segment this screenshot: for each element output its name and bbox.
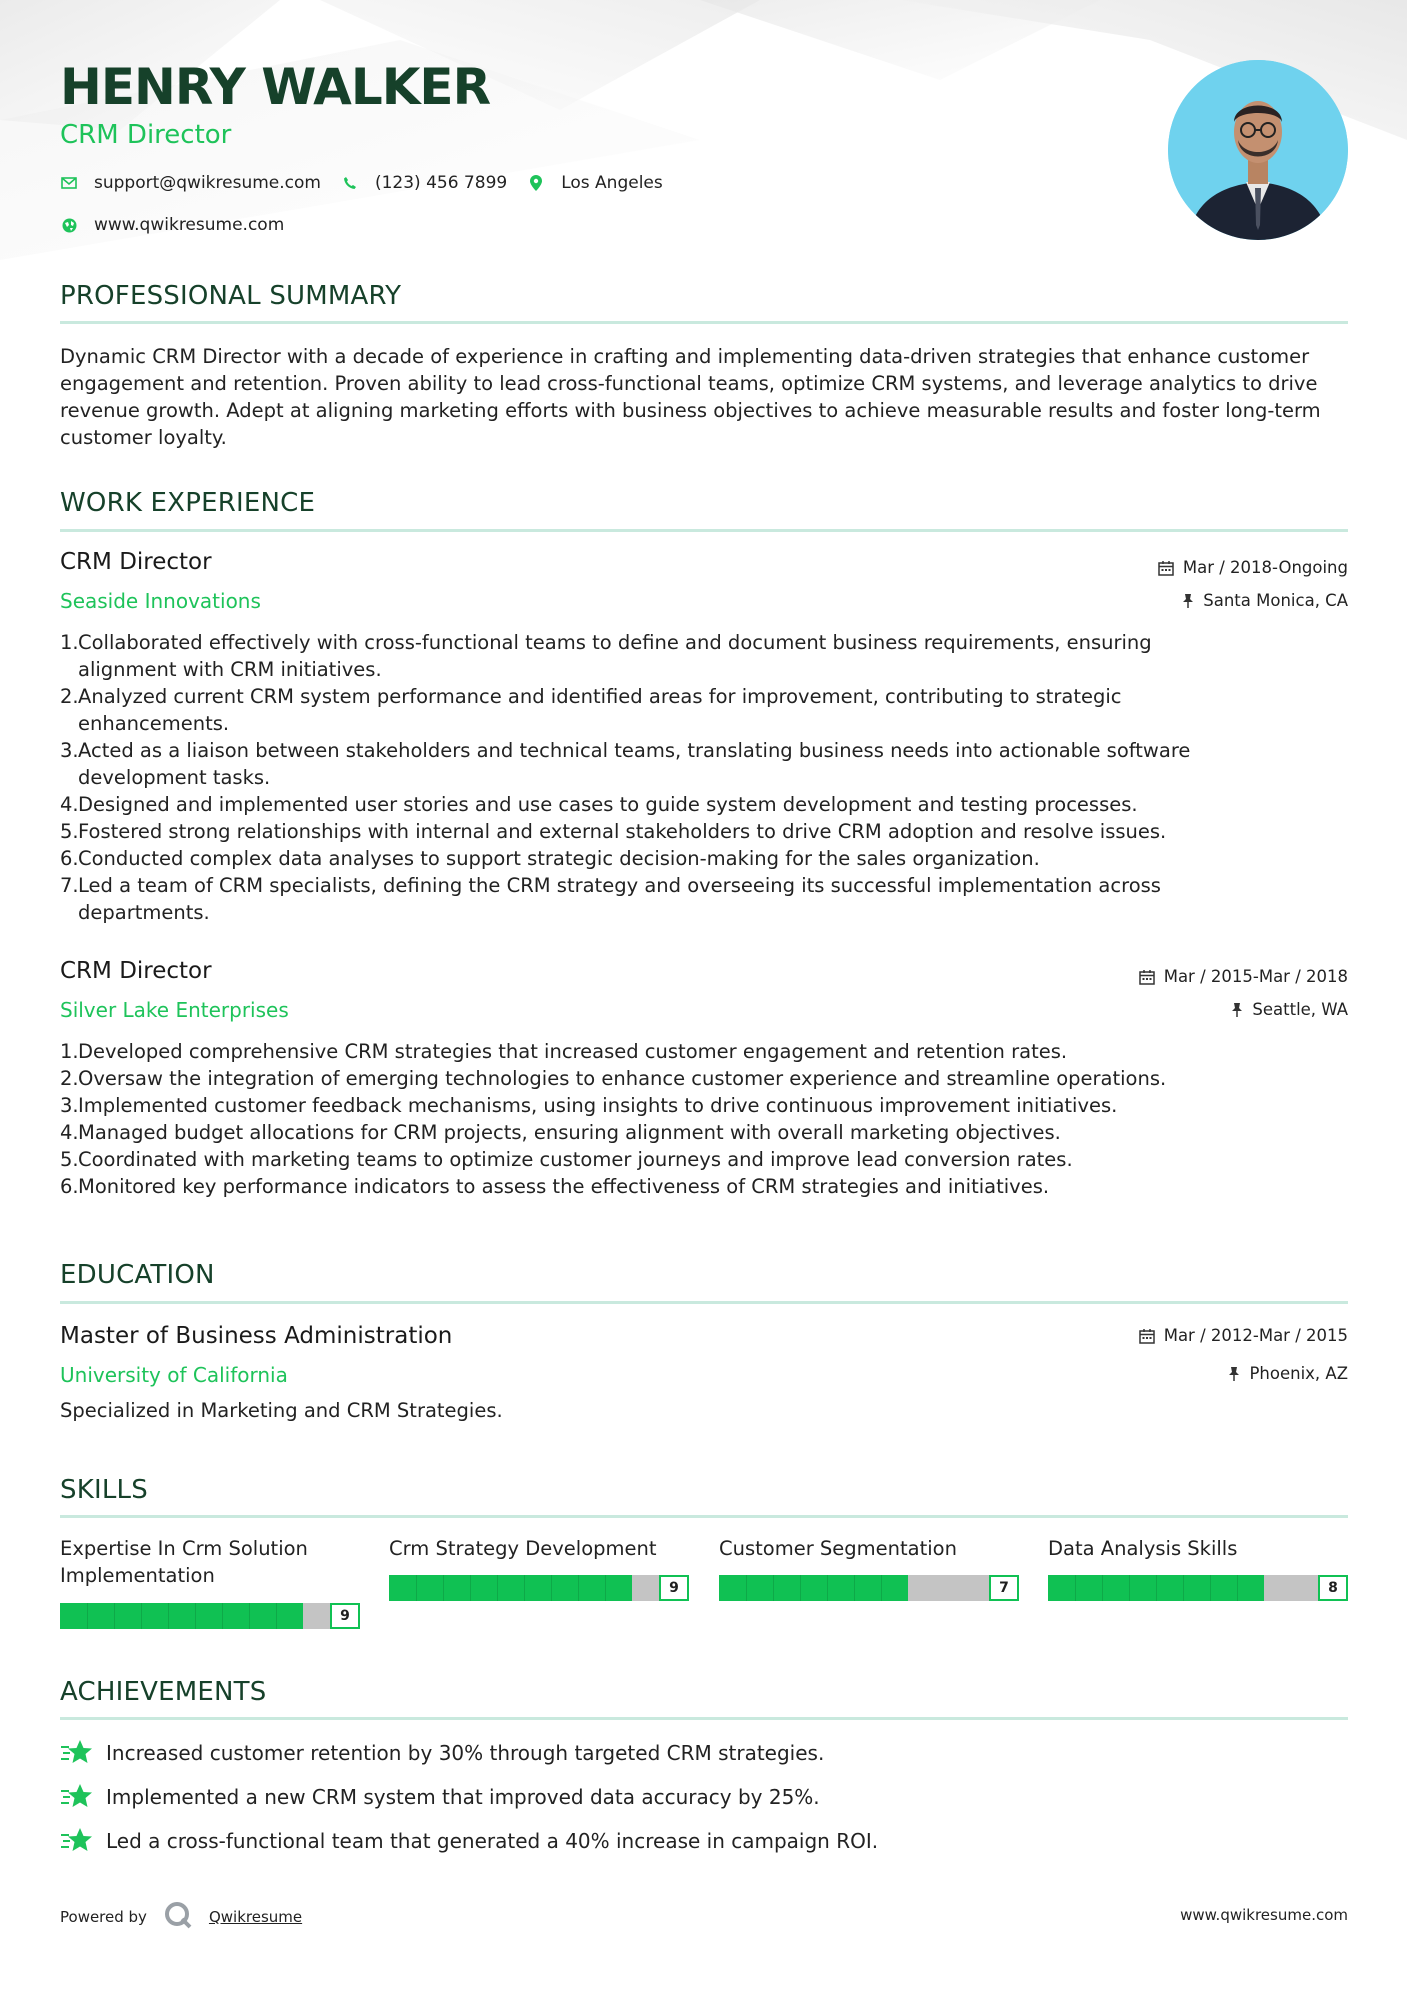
calendar-icon xyxy=(1139,1328,1155,1344)
phone-icon xyxy=(341,174,359,192)
skill-bar-track xyxy=(719,1575,1019,1601)
list-item: 3. Acted as a liaison between stakeholders and technical teams, translating business needs into actionable software development tasks. xyxy=(60,739,1191,789)
skill-bar-segment xyxy=(168,1603,169,1629)
job-company: Seaside Innovations xyxy=(60,589,261,613)
skill-name: Data Analysis Skills xyxy=(1048,1537,1238,1560)
powered-by-label: Powered by xyxy=(60,1908,147,1926)
globe-icon xyxy=(60,216,78,234)
skill-bar xyxy=(389,1573,689,1601)
skill-score: 8 xyxy=(1318,1575,1348,1601)
list-item: 6. Monitored key performance indicators to assess the effectiveness of CRM strategies and initiatives. xyxy=(60,1175,1050,1198)
star-icon xyxy=(60,1782,94,1812)
skill-bar-segment xyxy=(854,1575,855,1601)
job-location-text: Santa Monica, CA xyxy=(1203,591,1348,610)
skill-score: 7 xyxy=(989,1575,1019,1601)
skill-bar-segment xyxy=(800,1575,801,1601)
skill-bar-fill xyxy=(60,1603,303,1629)
skill-bar-segment xyxy=(551,1575,552,1601)
skill-bar-track xyxy=(389,1575,689,1601)
job-1-bullets xyxy=(60,629,1300,926)
achievement-item xyxy=(60,1738,824,1768)
skill-bar-segment xyxy=(416,1575,417,1601)
pushpin-icon xyxy=(1182,593,1194,609)
qwikresume-logo-icon xyxy=(163,1900,193,1934)
school-name: University of California xyxy=(60,1363,288,1387)
list-item: 2. Oversaw the integration of emerging technologies to enhance customer experience and streamline operations. xyxy=(60,1067,1167,1090)
skill-bar-fill xyxy=(719,1575,908,1601)
education-location-text: Phoenix, AZ xyxy=(1249,1364,1348,1383)
job-dates-text: Mar / 2015-Mar / 2018 xyxy=(1163,967,1348,986)
skill-bar-track xyxy=(60,1603,360,1629)
degree-title: Master of Business Administration xyxy=(60,1323,453,1349)
footer-powered xyxy=(60,1900,302,1934)
calendar-icon xyxy=(1139,969,1155,985)
skill-bar-fill xyxy=(389,1575,632,1601)
job-location xyxy=(1231,1000,1348,1019)
skill-bar-segment xyxy=(114,1603,115,1629)
skill-bar-segment xyxy=(1075,1575,1076,1601)
skill-bar-segment xyxy=(497,1575,498,1601)
calendar-icon xyxy=(1158,560,1174,576)
list-item: 2. Analyzed current CRM system performance and identified areas for improvement, contributing to strategic enhancements. xyxy=(60,685,1122,735)
job-dates xyxy=(1139,967,1348,986)
candidate-role: CRM Director xyxy=(60,120,232,150)
summary-text: Dynamic CRM Director with a decade of experience in crafting and implementing data-driven strategies that enhance customer engagement and retention. Proven ability to lead cross-functional teams, optimize CRM systems, and leverage analytics to drive revenue growth. Adept at aligning marketing efforts with business objectives to achieve measurable results and foster long-term customer loyalty. xyxy=(60,345,1321,449)
phone-text: (123) 456 7899 xyxy=(374,173,508,193)
skill-bar-segment xyxy=(87,1603,88,1629)
skill-bar xyxy=(719,1573,1019,1601)
achievements-divider xyxy=(60,1717,1348,1720)
contact-row-2 xyxy=(60,215,304,235)
education-dates xyxy=(1139,1326,1348,1345)
skill-bar-segment xyxy=(1210,1575,1211,1601)
skill-score: 9 xyxy=(330,1603,360,1629)
pushpin-icon xyxy=(1228,1366,1240,1382)
education-location xyxy=(1228,1364,1348,1383)
envelope-icon xyxy=(60,174,78,192)
email-text: support@qwikresume.com xyxy=(94,173,321,193)
skill-bar-segment xyxy=(881,1575,882,1601)
job-company: Silver Lake Enterprises xyxy=(60,998,289,1022)
contact-phone[interactable] xyxy=(341,173,507,193)
location-text: Los Angeles xyxy=(561,173,663,193)
education-heading: EDUCATION xyxy=(60,1260,215,1290)
contact-row xyxy=(60,173,683,193)
website-text: www.qwikresume.com xyxy=(94,215,285,235)
skill-score: 9 xyxy=(659,1575,689,1601)
skill-name: Crm Strategy Development xyxy=(389,1537,657,1560)
skill-item xyxy=(719,1535,1019,1596)
achievement-item xyxy=(60,1826,878,1856)
skill-bar-segment xyxy=(1156,1575,1157,1601)
summary-heading: PROFESSIONAL SUMMARY xyxy=(60,281,402,311)
star-icon xyxy=(60,1826,94,1856)
education-divider xyxy=(60,1301,1348,1304)
skill-bar-segment xyxy=(222,1603,223,1629)
star-icon xyxy=(60,1738,94,1768)
experience-heading: WORK EXPERIENCE xyxy=(60,488,316,518)
list-item: 1. Developed comprehensive CRM strategies that increased customer engagement and retention rates. xyxy=(60,1040,1068,1063)
map-pin-icon xyxy=(527,174,545,192)
job-location xyxy=(1182,591,1348,610)
skill-bar-segment xyxy=(195,1603,196,1629)
skill-bar-segment xyxy=(827,1575,828,1601)
list-item: 6. Conducted complex data analyses to support strategic decision-making for the sales organization. xyxy=(60,847,1040,870)
list-item: 5. Fostered strong relationships with internal and external stakeholders to drive CRM adoption and resolve issues. xyxy=(60,820,1167,843)
contact-location xyxy=(527,173,663,193)
skill-bar-segment xyxy=(470,1575,471,1601)
skill-name: Expertise In Crm Solution Implementation xyxy=(60,1537,308,1587)
skill-bar-segment xyxy=(524,1575,525,1601)
skill-bar xyxy=(1048,1573,1348,1601)
skill-bar-segment xyxy=(141,1603,142,1629)
list-item: 1. Collaborated effectively with cross-functional teams to define and document business requirements, ensuring alignment with CRM initiatives. xyxy=(60,631,1152,681)
skill-bar-segment xyxy=(276,1603,277,1629)
experience-divider xyxy=(60,529,1348,532)
skill-bar-fill xyxy=(1048,1575,1264,1601)
skill-name: Customer Segmentation xyxy=(719,1537,957,1560)
skill-bar-segment xyxy=(1183,1575,1184,1601)
skill-bar-segment xyxy=(746,1575,747,1601)
achievement-text: Increased customer retention by 30% through targeted CRM strategies. xyxy=(106,1741,825,1765)
job-dates-text: Mar / 2018-Ongoing xyxy=(1182,558,1348,577)
skills-divider xyxy=(60,1515,1348,1518)
job-location-text: Seattle, WA xyxy=(1252,1000,1348,1019)
candidate-name: HENRY WALKER xyxy=(60,58,491,116)
skills-heading: SKILLS xyxy=(60,1475,148,1505)
education-note: Specialized in Marketing and CRM Strategies. xyxy=(60,1399,503,1422)
skill-bar-segment xyxy=(249,1603,250,1629)
job-dates xyxy=(1158,558,1348,577)
contact-website[interactable] xyxy=(60,215,284,235)
achievements-heading: ACHIEVEMENTS xyxy=(60,1677,267,1707)
list-item: 4. Managed budget allocations for CRM projects, ensuring alignment with overall marketing objectives. xyxy=(60,1121,1061,1144)
list-item: 7. Led a team of CRM specialists, defining the CRM strategy and overseeing its successful implementation across departments. xyxy=(60,874,1161,924)
skill-item xyxy=(60,1535,360,1624)
education-dates-text: Mar / 2012-Mar / 2015 xyxy=(1163,1326,1348,1345)
skill-bar-segment xyxy=(605,1575,606,1601)
skill-item xyxy=(1048,1535,1348,1596)
skill-item xyxy=(389,1535,689,1596)
summary-divider xyxy=(60,321,1348,324)
brand-link[interactable]: Qwikresume xyxy=(208,1908,303,1926)
skill-bar-track xyxy=(1048,1575,1348,1601)
skill-bar-segment xyxy=(773,1575,774,1601)
job-title: CRM Director xyxy=(60,549,212,575)
contact-email[interactable] xyxy=(60,173,321,193)
list-item: 3. Implemented customer feedback mechanisms, using insights to drive continuous improvement initiatives. xyxy=(60,1094,1118,1117)
job-2-bullets xyxy=(60,1038,1300,1200)
job-title: CRM Director xyxy=(60,958,212,984)
achievement-text: Led a cross-functional team that generated a 40% increase in campaign ROI. xyxy=(106,1829,879,1853)
list-item: 5. Coordinated with marketing teams to optimize customer journeys and improve lead conversion rates. xyxy=(60,1148,1073,1171)
skill-bar xyxy=(60,1601,360,1629)
skill-bar-segment xyxy=(1237,1575,1238,1601)
skill-bar-segment xyxy=(1129,1575,1130,1601)
footer-website[interactable]: www.qwikresume.com xyxy=(1180,1906,1348,1924)
pushpin-icon xyxy=(1231,1002,1243,1018)
profile-photo xyxy=(1168,60,1348,240)
skill-bar-segment xyxy=(443,1575,444,1601)
achievement-item xyxy=(60,1782,820,1812)
skill-bar-segment xyxy=(1102,1575,1103,1601)
list-item: 4. Designed and implemented user stories and use cases to guide system development and testing processes. xyxy=(60,793,1138,816)
skill-bar-segment xyxy=(578,1575,579,1601)
achievement-text: Implemented a new CRM system that improved data accuracy by 25%. xyxy=(106,1785,820,1809)
